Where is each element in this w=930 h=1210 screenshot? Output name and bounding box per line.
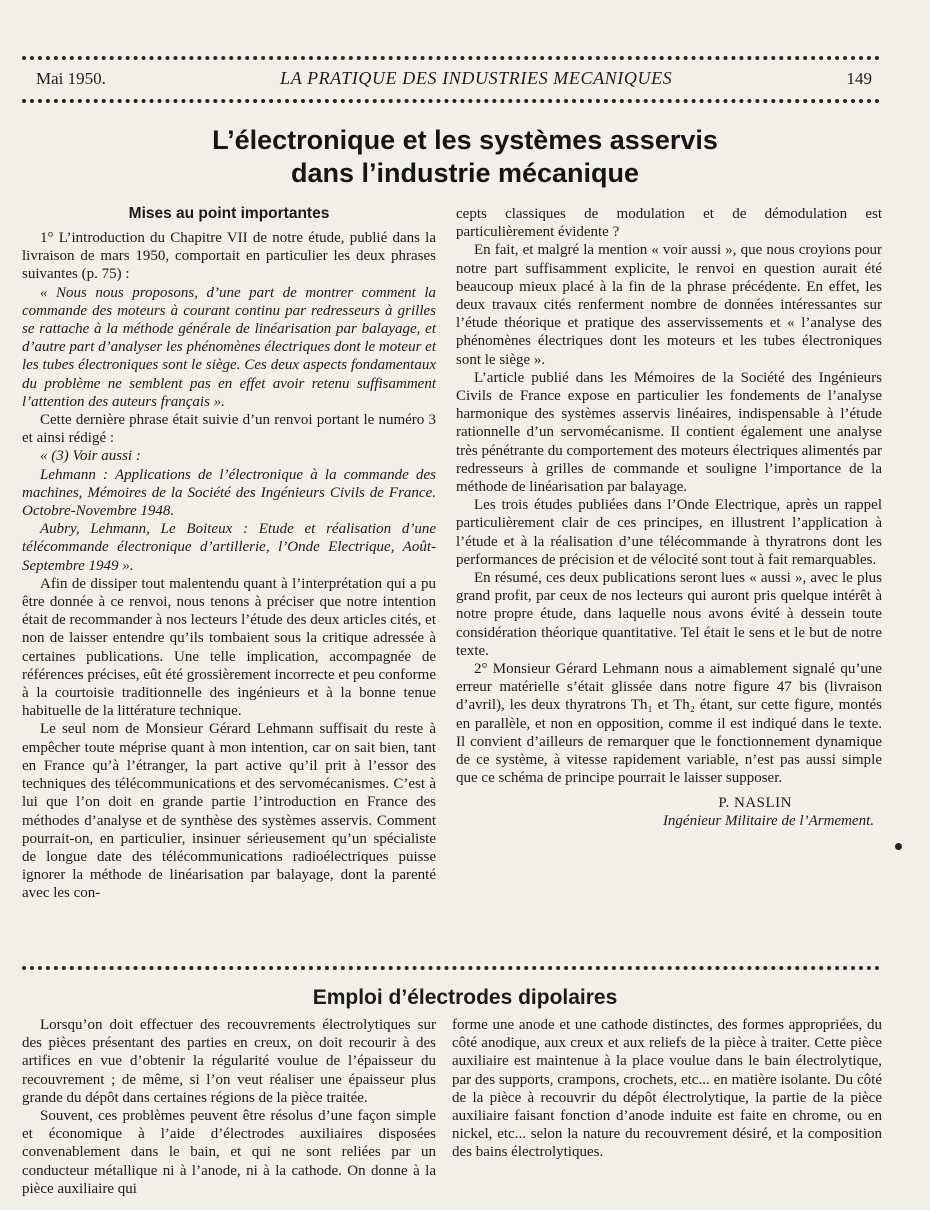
header-date: Mai 1950. — [36, 69, 106, 88]
author-role: Ingénieur Militaire de l’Armement. — [662, 812, 874, 829]
top-dotted-rule-upper — [22, 56, 880, 60]
running-header — [36, 67, 872, 90]
article2-left-paragraph: Souvent, ces problèmes peuvent être résolus d’une façon simple et économique à l’aide d’électrodes auxiliaires disposées convenablement dans le bain, et qui ne sont reliées par un conducteur métallique ni à l’anode, ni à la cathode. On donne à la pièce auxiliaire qui — [22, 1108, 436, 1197]
article1-right-paragraph: Les trois études publiées dans l’Onde Electrique, après un rappel particulièrement clair de ces principes, en illustrent l’application à l’étude et à la réalisation d’une télécommande à thyratrons dont les performances de précision et de vélocité sont tout à fait remarquables. — [456, 497, 882, 568]
article1-left-paragraph: Le seul nom de Monsieur Gérard Lehmann suffisait du reste à empêcher toute méprise quant à mon intention, car on sait bien, tant en France qu’à l’étranger, la part active qu’il prit à l’essor des techniques des télécommunications et des servomécanismes. C’est à lui que l’on doit en grande partie l’introduction en France des méthodes d’analyse et de synthèse des systèmes asservis. Comment pourrait-on, en particulier, insinuer sérieusement qu’un spécialiste de longue date des télécommunications radioélectriques puisse ignorer la méthode de linéarisation par balayage, dont la parenté avec les con- — [22, 721, 436, 902]
article-title-line-1: L’électronique et les systèmes asservis — [212, 125, 718, 155]
article2-title: Emploi d’électrodes dipolaires — [312, 986, 618, 1009]
article2-left-paragraph: Lorsqu’on doit effectuer des recouvrements électrolytiques sur des pièces présentant des parties en creux, on doit recourir à des artifices en vue d’obtenir la régularité voulue de l’épaisseur du recouvrement ; de même, si l’on veut réaliser une épaisseur plus grande du dépôt dans certaines régions de la pièce traitée. — [22, 1017, 436, 1106]
section-subheading: Mises au point importantes — [128, 205, 330, 222]
article1-right-paragraph: En résumé, ces deux publications seront lues « aussi », avec le plus grand profit, par ceux de nos lecteurs qui auront pris quelque intérêt à notre propre étude, dans laquelle nous avons évité à dessein toute considération théorique quantitative. Tel était le sens et le but de notre texte. — [456, 570, 882, 659]
article1-left-paragraph: Aubry, Lehmann, Le Boiteux : Etude et réalisation d’une télécommande électronique d’artillerie, l’Onde Electrique, Août-Septembre 1949 ». — [22, 521, 436, 574]
article2-left-column — [22, 1016, 436, 1198]
article1-left-paragraph: Afin de dissiper tout malentendu quant à l’interprétation qui a pu être donnée à ce renvoi, nous tenons à préciser que notre intention était de recommander à nos lecteurs l’étude des deux articles cités, et non de laisser entendre qu’ils tombaient sous la critique adressée à certaines publications. Une telle implication, accompagnée de références précises, eût été grossièrement incorrecte et peu conforme à la courtoisie traditionnelle des ingénieurs et à la bonne tenue habituelle de la littérature technique. — [22, 575, 436, 720]
header-page-number: 149 — [846, 69, 872, 88]
article1-left-paragraph: « (3) Voir aussi : — [40, 448, 141, 465]
author-name: P. NASLIN — [718, 794, 792, 811]
top-dotted-rule-lower — [22, 99, 880, 103]
article1-right-paragraph: cepts classiques de modulation et de démodulation est particulièrement évidente ? — [456, 206, 882, 241]
article1-left-paragraph: 1° L’introduction du Chapitre VII de notre étude, publié dans la livraison de mars 1950, comportait en particulier les deux phrases suivantes (p. 75) : — [22, 230, 436, 283]
article-title — [120, 124, 810, 190]
margin-bullet — [895, 843, 902, 850]
article1-left-paragraph: Lehmann : Applications de l’électronique à la commande des machines, Mémoires de la Société des Ingénieurs Civils de France. Octobre-Novembre 1948. — [22, 466, 436, 520]
article1-left-column — [22, 204, 436, 903]
header-journal-name: LA PRATIQUE DES INDUSTRIES MECANIQUES — [280, 68, 673, 88]
article-signature — [456, 794, 882, 830]
article-title-line-2: dans l’industrie mécanique — [290, 158, 640, 188]
article-separator-rule — [22, 966, 880, 970]
article1-left-paragraph: Cette dernière phrase était suivie d’un renvoi portant le numéro 3 et ainsi rédigé : — [22, 412, 436, 447]
article1-right-paragraph: L’article publié dans les Mémoires de la Société des Ingénieurs Civils de France expose en particulier les fondements de l’analyse harmonique des systèmes asservis linéaires, indispensable à l’étude rationnelle d’un servomécanisme. Il contient également une analyse très pénétrante du comportement des moteurs électriques alimentés par redresseurs à grilles de commande et souligne l’importance de la méthode de linéarisation par balayage. — [456, 369, 882, 496]
article2-right-column — [452, 1016, 882, 1162]
article2-right-paragraph: forme une anode et une cathode distinctes, des formes appropriées, du côté anodique, aux creux et aux reliefs de la pièce à traiter. Cette pièce auxiliaire est maintenue à la place voulue dans le bain électrolytique, par des supports, crampons, crochets, etc... en matière isolante. Du côté de la pièce à recouvrir du dépôt électrolytique, la partie de la pièce auxiliaire faisant fonction d’anode induite est faite en chrome, ou en nickel, etc... selon la nature du recouvrement désiré, et la composition des bains électrolytiques. — [452, 1017, 882, 1161]
article1-right-column — [456, 205, 882, 830]
article1-right-paragraph: 2° Monsieur Gérard Lehmann nous a aimablement signalé qu’une erreur matérielle s’était glissée dans notre figure 47 bis (livraison d’avril), les deux thyratrons Th₁ et Th₂ étant, sur cette figure, montés en parallèle, et non en opposition, comme il est indiqué dans le texte. Il convient d’ailleurs de remarquer que le fonctionnement dynamique de ce système, à vitesse rapidement variable, n’est pas aussi simple que ce schéma de principe pourrait le laisser supposer. — [456, 661, 882, 787]
article1-right-paragraph: En fait, et malgré la mention « voir aussi », que nous croyions pour notre part suffisamment explicite, le renvoi en question aurait été beaucoup mieux placé à la fin de la phrase précédente. En effet, les deux travaux cités renferment nombre de données intéressantes sur l’étude théorique et pratique des asservissements et « l’analyse des phénomènes électriques dont les moteurs et les tubes électroniques sont le siège ». — [456, 242, 882, 368]
article1-left-paragraph: « Nous nous proposons, d’une part de montrer comment la commande des moteurs à courant continu par redresseurs à grilles se rattache à la méthode générale de linéarisation par balayage, et d’autre part d’analyser les phénomènes électriques dont le moteur et les tubes électroniques sont le siège. Ces deux aspects fondamentaux du problème ne semblent pas en effet avoir retenu suffisamment l’attention des auteurs français ». — [22, 284, 436, 410]
